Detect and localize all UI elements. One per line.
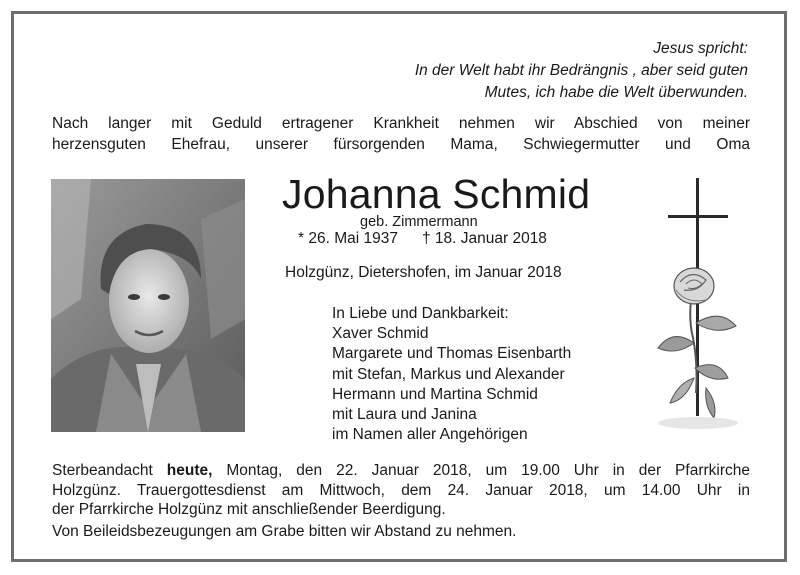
notice-text: Sterbeandacht xyxy=(52,462,167,479)
service-notice xyxy=(52,461,750,520)
mourner-line: mit Stefan, Markus und Alexander xyxy=(332,365,565,383)
birth-date: * 26. Mai 1937 xyxy=(298,230,398,247)
death-date: † 18. Januar 2018 xyxy=(421,230,547,247)
intro-text xyxy=(52,113,750,155)
mourner-line: im Namen aller Angehörigen xyxy=(332,426,528,444)
notice-line: der Pfarrkirche Holzgünz mit anschließender Beerdigung. xyxy=(52,501,446,518)
mourner-line: In Liebe und Dankbarkeit: xyxy=(332,305,509,322)
life-dates xyxy=(298,230,547,248)
notice-line xyxy=(52,461,750,481)
closing-request: Von Beileidsbezeugungen am Grabe bitten wir Abstand zu nehmen. xyxy=(52,523,517,540)
mourner-line: Margarete und Thomas Eisenbarth xyxy=(332,345,572,363)
quote-line: Mutes, ich habe die Welt überwunden. xyxy=(484,84,748,101)
mourner-line: Xaver Schmid xyxy=(332,325,429,343)
quote-line: In der Welt habt ihr Bedrängnis , aber seid guten xyxy=(414,62,748,79)
mourners-list xyxy=(332,304,571,445)
deceased-name: Johanna Schmid xyxy=(282,171,591,217)
intro-line: Nach langer mit Geduld ertragener Krankheit nehmen wir Abschied von meiner xyxy=(52,115,750,132)
notice-line: Holzgünz. Trauergottesdienst am Mittwoch, dem 24. Januar 2018, um 14.00 Uhr in xyxy=(52,481,750,499)
mourner-line: mit Laura und Janina xyxy=(332,406,477,424)
notice-text: Montag, den 22. Januar 2018, um 19.00 Uhr in der Pfarrkirche xyxy=(212,462,750,479)
mourner-line: Hermann und Martina Schmid xyxy=(332,385,538,403)
notice-bold-today: heute, xyxy=(166,462,213,479)
place-date: Holzgünz, Dietershofen, im Januar 2018 xyxy=(285,264,562,281)
cross-with-rose-graphic xyxy=(648,178,748,438)
intro-line: herzensguten Ehefrau, unserer fürsorgenden Mama, Schwiegermutter und Oma xyxy=(52,136,750,153)
bible-quote xyxy=(308,38,748,104)
cross-with-rose-icon xyxy=(648,178,748,438)
maiden-name: geb. Zimmermann xyxy=(360,214,478,230)
portrait-photo-graphic xyxy=(51,179,245,432)
quote-line: Jesus spricht: xyxy=(653,40,748,57)
portrait-photo xyxy=(51,179,245,432)
